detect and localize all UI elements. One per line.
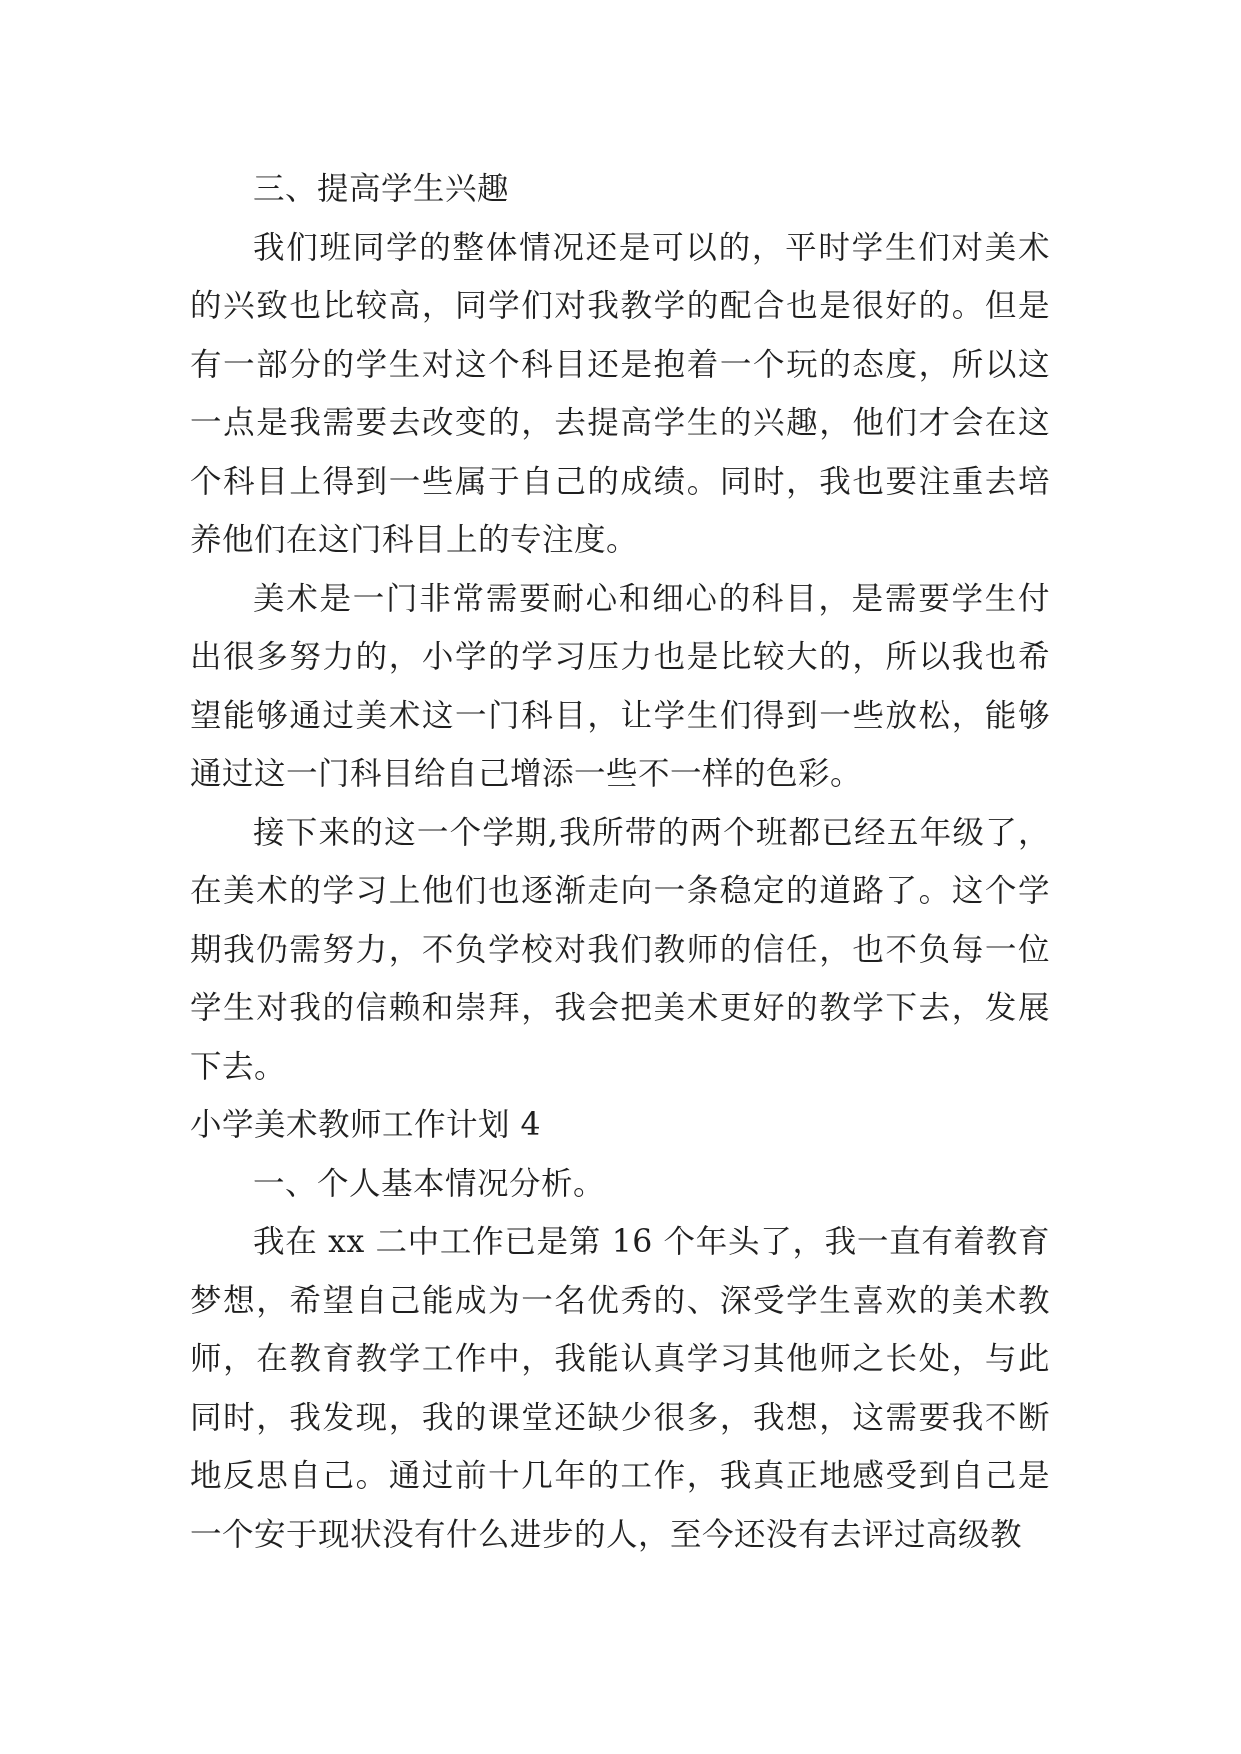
paragraph-art-patience: 美术是一门非常需要耐心和细心的科目，是需要学生付出很多努力的，小学的学习压力也是比较大的，所以我也希望能够通过美术这一门科目，让学生们得到一些放松，能够通过这一门科目给自己增添一些不一样的色彩。 bbox=[190, 580, 1050, 792]
section-heading-interest: 三、提高学生兴趣 bbox=[253, 171, 510, 207]
paragraph-next-semester: 接下来的这一个学期,我所带的两个班都已经五年级了，在美术的学习上他们也逐渐走向一条稳定的道路了。这个学期我仍需努力，不负学校对我们教师的信任，也不负每一位学生对我的信赖和崇拜，我会把美术更好的教学下去，发展下去。 bbox=[190, 814, 1050, 1085]
paragraph-class-situation: 我们班同学的整体情况还是可以的，平时学生们对美术的兴致也比较高，同学们对我教学的配合也是很好的。但是有一部分的学生对这个科目还是抱着一个玩的态度，所以这一点是我需要去改变的，去提高学生的兴趣，他们才会在这个科目上得到一些属于自己的成绩。同时，我也要注重去培养他们在这门科目上的专注度。 bbox=[190, 229, 1050, 558]
section-heading-personal-analysis: 一、个人基本情况分析。 bbox=[253, 1165, 606, 1202]
document-body bbox=[190, 160, 1050, 1564]
paragraph-personal-situation: 我在 xx 二中工作已是第 16 个年头了，我一直有着教育梦想，希望自己能成为一名优秀的、深受学生喜欢的美术教师，在教育教学工作中，我能认真学习其他师之长处，与此同时，我发现，我的课堂还缺少很多，我想，这需要我不断地反思自己。通过前十几年的工作，我真正地感受到自己是一个安于现状没有什么进步的人，至今还没有去评过高级教 bbox=[190, 1224, 1050, 1553]
plan-title-4: 小学美术教师工作计划 4 bbox=[190, 1107, 542, 1143]
